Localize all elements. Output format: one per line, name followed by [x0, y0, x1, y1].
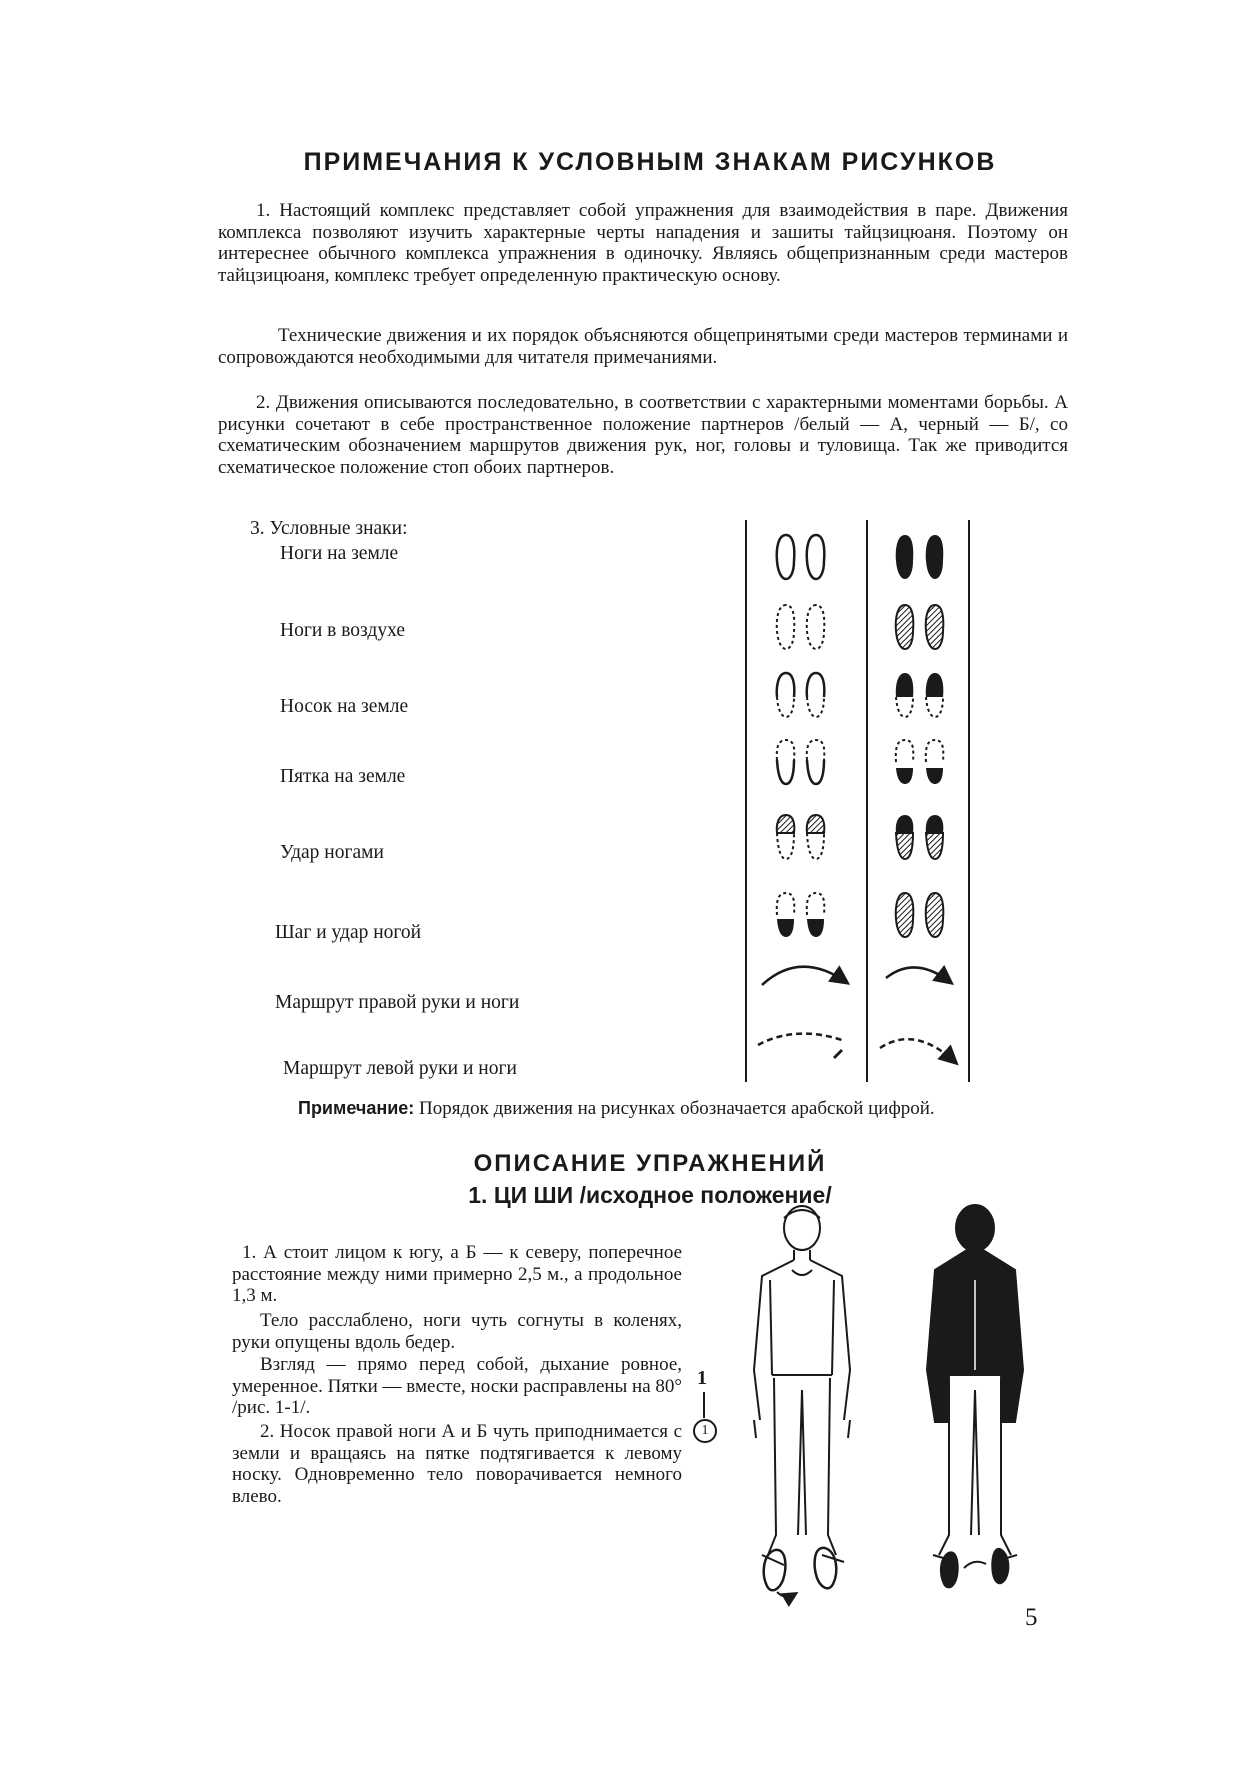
foot-black-heel-icon	[896, 740, 914, 784]
section-subtitle-rest: /исходное положение/	[573, 1182, 832, 1208]
page-title: ПРИМЕЧАНИЯ К УСЛОВНЫМ ЗНАКАМ РИСУНКОВ	[303, 148, 997, 176]
partner-a-feet-icon	[755, 1540, 845, 1600]
foot-white-kick-icon	[807, 815, 825, 859]
partner-b-feet-icon	[930, 1538, 1020, 1598]
exercise-paragraph-3	[232, 1354, 682, 1419]
foot-black-ground-icon	[926, 535, 944, 579]
exercise-paragraph-2	[232, 1310, 682, 1353]
section-subtitle-number: 1. ЦИ ШИ	[468, 1182, 574, 1208]
legend-label-step-kick: Шаг и удар ногой	[275, 922, 422, 943]
foot-black-air-icon	[896, 605, 914, 649]
figure-marker-circle: 1	[693, 1419, 717, 1443]
right-route-arrow-icon	[762, 967, 950, 985]
foot-white-kick-icon	[777, 815, 795, 859]
foot-white-ground-icon	[777, 535, 795, 579]
partner-a-figure	[732, 1200, 872, 1570]
foot-black-step-kick-icon	[896, 893, 914, 937]
foot-black-ground-icon	[896, 535, 914, 579]
exercise-paragraph-1	[232, 1242, 682, 1307]
foot-black-step-kick-icon	[926, 893, 944, 937]
legend-note-label: Примечание:	[298, 1098, 415, 1118]
intro-paragraph-2-text: Технические движения и их порядок объясняются общепринятыми среди мастеров терминами и сопровождаются необходимыми для читателя примечаниями.	[218, 325, 1068, 368]
section-subtitle	[300, 1182, 1000, 1209]
legend-note-text: Порядок движения на рисунках обозначается арабской цифрой.	[414, 1098, 935, 1119]
figure-marker-line	[703, 1392, 705, 1418]
foot-white-air-icon	[807, 605, 825, 649]
partner-b-figure	[905, 1200, 1045, 1570]
legend-label-left-route: Маршрут левой руки и ноги	[283, 1058, 517, 1079]
exercise-paragraph-4-text: 2. Носок правой ноги А и Б чуть приподнимается с земли и вращаясь на пятке подтягивается к левому носку. Одновременно тело поворачивается немного влево.	[232, 1421, 682, 1507]
foot-black-toe-icon	[926, 673, 944, 717]
foot-black-heel-icon	[926, 740, 944, 784]
legend-label-toe-ground: Носок на земле	[280, 696, 409, 717]
exercise-paragraph-1-text: 1. А стоит лицом к югу, а Б — к северу, поперечное расстояние между ними примерно 2,5 м., а продольное 1,3 м.	[232, 1242, 682, 1306]
foot-white-heel-icon	[777, 740, 795, 784]
foot-white-heel-icon	[807, 740, 825, 784]
foot-white-toe-icon	[777, 673, 795, 717]
left-route-arrow-icon	[758, 1034, 955, 1062]
exercise-paragraph-3-text: Взгляд — прямо перед собой, дыхание ровное, умеренное. Пятки — вместе, носки расправлены на 80° /рис. 1-1/.	[232, 1354, 683, 1418]
foot-white-ground-icon	[807, 535, 825, 579]
foot-white-step-kick-icon	[777, 893, 795, 937]
foot-white-air-icon	[777, 605, 795, 649]
intro-paragraph-1-text: 1. Настоящий комплекс представляет собой упражнения для взаимодействия в паре. Движения комплекса позволяют изучить характерные черты нападения и зашиты тайцзицюаня. Поэтому он интереснее обычного комплекса упражнения в одиночку. Являясь общепризнанным среди мастеров тайцзицюаня, комплекс требует определенную практическую основу.	[218, 200, 1068, 286]
foot-black-kick-icon	[896, 815, 914, 859]
legend-label-heel-ground: Пятка на земле	[280, 766, 406, 787]
legend-heading: 3. Условные знаки:	[250, 518, 408, 539]
legend-label-right-route: Маршрут правой руки и ноги	[275, 992, 520, 1013]
foot-black-toe-icon	[896, 673, 914, 717]
page-number: 5	[1025, 1604, 1038, 1631]
figure-marker-number: 1	[697, 1367, 707, 1389]
intro-paragraph-3-text: 2. Движения описываются последовательно, в соответствии с характерными моментами борьбы. А рисунки сочетают в себе пространственное положение партнеров /белый — А, черный — Б/, со схематическим обозначением маршрутов движения рук, ног, головы и туловища. Так же приводится схематическое положение стоп обоих партнеров.	[218, 392, 1068, 478]
foot-white-step-kick-icon	[807, 893, 825, 937]
legend-label-feet-air: Ноги в воздухе	[280, 620, 405, 641]
foot-white-toe-icon	[807, 673, 825, 717]
exercise-paragraph-4	[232, 1421, 682, 1507]
section-title: ОПИСАНИЕ УПРАЖНЕНИЙ	[473, 1150, 827, 1177]
legend-label-kick: Удар ногами	[280, 842, 384, 863]
legend-label-feet-ground: Ноги на земле	[280, 543, 399, 564]
foot-black-kick-icon	[926, 815, 944, 859]
legend-note	[298, 1098, 1068, 1119]
exercise-paragraph-2-text: Тело расслаблено, ноги чуть согнуты в коленях, руки опущены вдоль бедер.	[232, 1310, 682, 1353]
foot-black-air-icon	[926, 605, 944, 649]
